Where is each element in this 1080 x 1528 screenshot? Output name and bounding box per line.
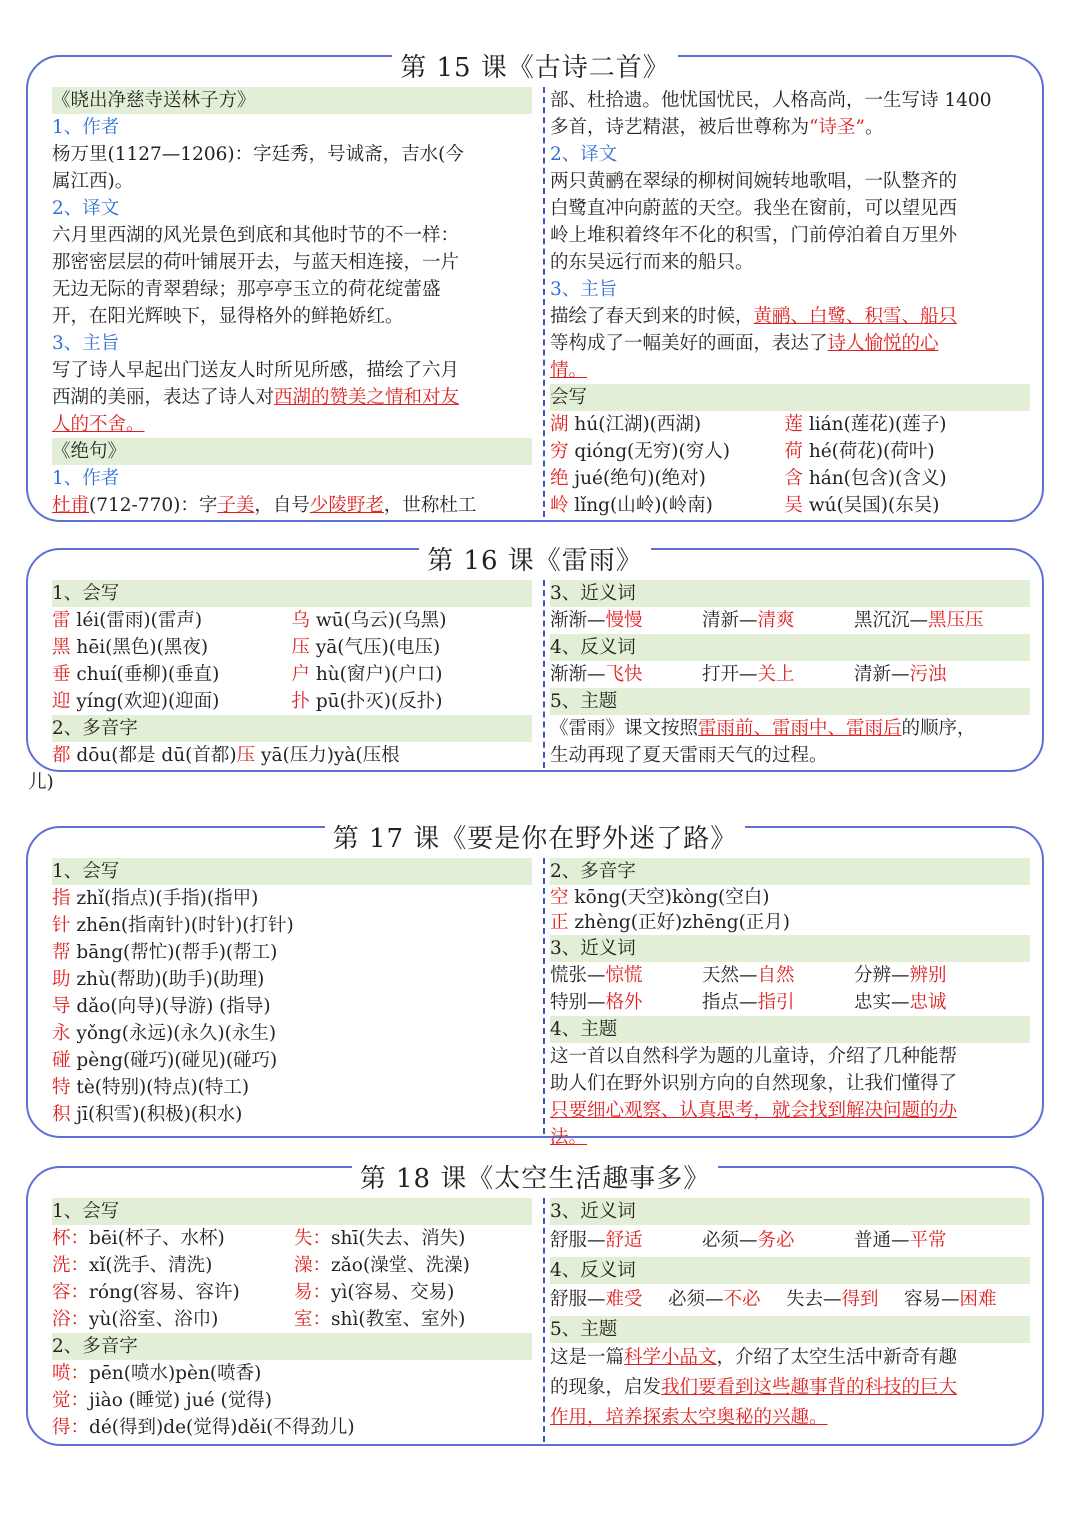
lesson-15-title: 第 15 课《古诗二首》 bbox=[28, 53, 1042, 83]
lesson-15-divider bbox=[543, 87, 545, 517]
lesson-15-left: 《晓出净慈寺送林子方》 1、作者 杨万里(1127—1206)：字廷秀，号诚斋，吉水(今 属江西)。 2、译文 六月里西湖的风光景色到底和其他时节的不一样： 那密密层层的荷叶铺展开去，与蓝天相连接，一片 无边无际的青翠碧绿；那亭亭玉立的荷花绽蕾盛 开，在阳光辉映下，显得格外的鲜艳娇红。 3、主旨 写了诗人早起出门送友人时所见所感，描绘了六月 西湖的美丽，表达了诗人对西湖的赞美之情和对友 人的不舍。 《绝句》 1、作者 杜甫(712-770)：字子美，自号少陵野老，世称杜工 bbox=[52, 87, 532, 519]
lesson-15-right: 部、杜拾遗。他忧国忧民，人格高尚，一生写诗 1400 多首，诗艺精湛，被后世尊称为“诗圣”。 2、译文 两只黄鹂在翠绿的柳树间婉转地歌唱，一队整齐的 白鹭直冲向蔚蓝的天空。我坐在窗前，可以望见西 岭上堆积着终年不化的积雪，门前停泊着自万里外 的东吴远行而来的船只。 3、主旨 描绘了春天到来的时候，黄鹂、白鹭、积雪、船只 等构成了一幅美好的画面，表达了诗人愉悦的心 情。 会写 湖 hú(江湖)(西湖) 莲 lián(莲花)(莲子) 穷 qióng(无穷)(穷人) 荷 hé(荷花)(荷叶) 绝 jué(绝句)(绝对) 含 hán(包含)(含义) 岭 lǐng(山岭)(岭南) 吴 wú(吴国)(东吴) bbox=[550, 87, 1030, 519]
poem-title-2: 《绝句》 bbox=[52, 438, 532, 465]
lesson-17-title: 第 17 课《要是你在野外迷了路》 bbox=[28, 824, 1042, 854]
poem-title-1: 《晓出净慈寺送林子方》 bbox=[52, 87, 532, 114]
lesson-18-card: 第 18 课《太空生活趣事多》 1、会写 杯：bēi(杯子、水杯) 失：shī(失去、消失) 洗：xǐ(洗手、清洗) 澡：zǎo(澡堂、洗澡) 容：róng(容易、容许) 易：yì(容易、交易) 浴：yù(浴室、浴巾) 室：shì(教室、室外) 2、多音字 喷：pēn(喷水)pèn(喷香) 觉：jiào (睡觉) jué (觉得) 得：dé(得到)de(觉得)děi(不得劲儿) 3、近义词 舒服—舒适 必须—务必 普通—平常 4、反义词 舒服—难受 必须—不必 失去—得到 容易—困难 5、主题 这是一篇科学小品文，介绍了太空生活中新奇有趣 的现象，启发我们要看到这些趣事背的科技的巨大 作用，培养探索太空奥秘的兴趣。 bbox=[26, 1166, 1044, 1446]
lesson-18-title: 第 18 课《太空生活趣事多》 bbox=[28, 1164, 1042, 1194]
heading-translation: 2、译文 bbox=[52, 198, 120, 219]
lesson-15-card bbox=[26, 55, 1044, 522]
lesson-16-card: 第 16 课《雷雨》 1、会写 雷 léi(雷雨)(雷声) 乌 wū(乌云)(乌黑) 黑 hēi(黑色)(黑夜) 压 yā(气压)(电压) 垂 chuí(垂柳)(垂直) 户 hù(窗户)(户口) 迎 yíng(欢迎)(迎面) 扑 pū(扑灭)(反扑) 2、多音字 都 dōu(都是 dū(首都)压 yā(压力)yà(压根 儿) 3、近义词 渐渐—慢慢 清新—清爽 黑沉沉—黑压压 4、反义词 渐渐—飞快 打开—关上 清新—污浊 5、主题 《雷雨》课文按照雷雨前、雷雨中、雷雨后的顺序， 生动再现了夏天雷雨天气的过程。 bbox=[26, 548, 1044, 772]
heading-theme: 3、主旨 bbox=[52, 333, 120, 354]
heading-author: 1、作者 bbox=[52, 117, 120, 138]
lesson-17-card: 第 17 课《要是你在野外迷了路》 1、会写 指 zhǐ(指点)(手指)(指甲) 针 zhēn(指南针)(时针)(打针) 帮 bāng(帮忙)(帮手)(帮工) 助 zhù(帮助)(助手)(助理) 导 dǎo(向导)(导游) (指导) 永 yǒng(永远)(永久)(永生) 碰 pèng(碰巧)(碰见)(碰巧) 特 tè(特别)(特点)(特工) 积 jī(积雪)(积极)(积水) 2、多音字 空 kōng(天空)kòng(空白) 正 zhèng(正好)zhēng(正月) 3、近义词 慌张—惊慌 天然—自然 分辨—辨别 特别—格外 指点—指引 忠实—忠诚 4、主题 这一首以自然科学为题的儿童诗，介绍了几种能帮 助人们在野外识别方向的自然现象，让我们懂得了 只要细心观察、认真思考，就会找到解决问题的办 法。 bbox=[26, 826, 1044, 1138]
lesson-16-title: 第 16 课《雷雨》 bbox=[28, 546, 1042, 576]
